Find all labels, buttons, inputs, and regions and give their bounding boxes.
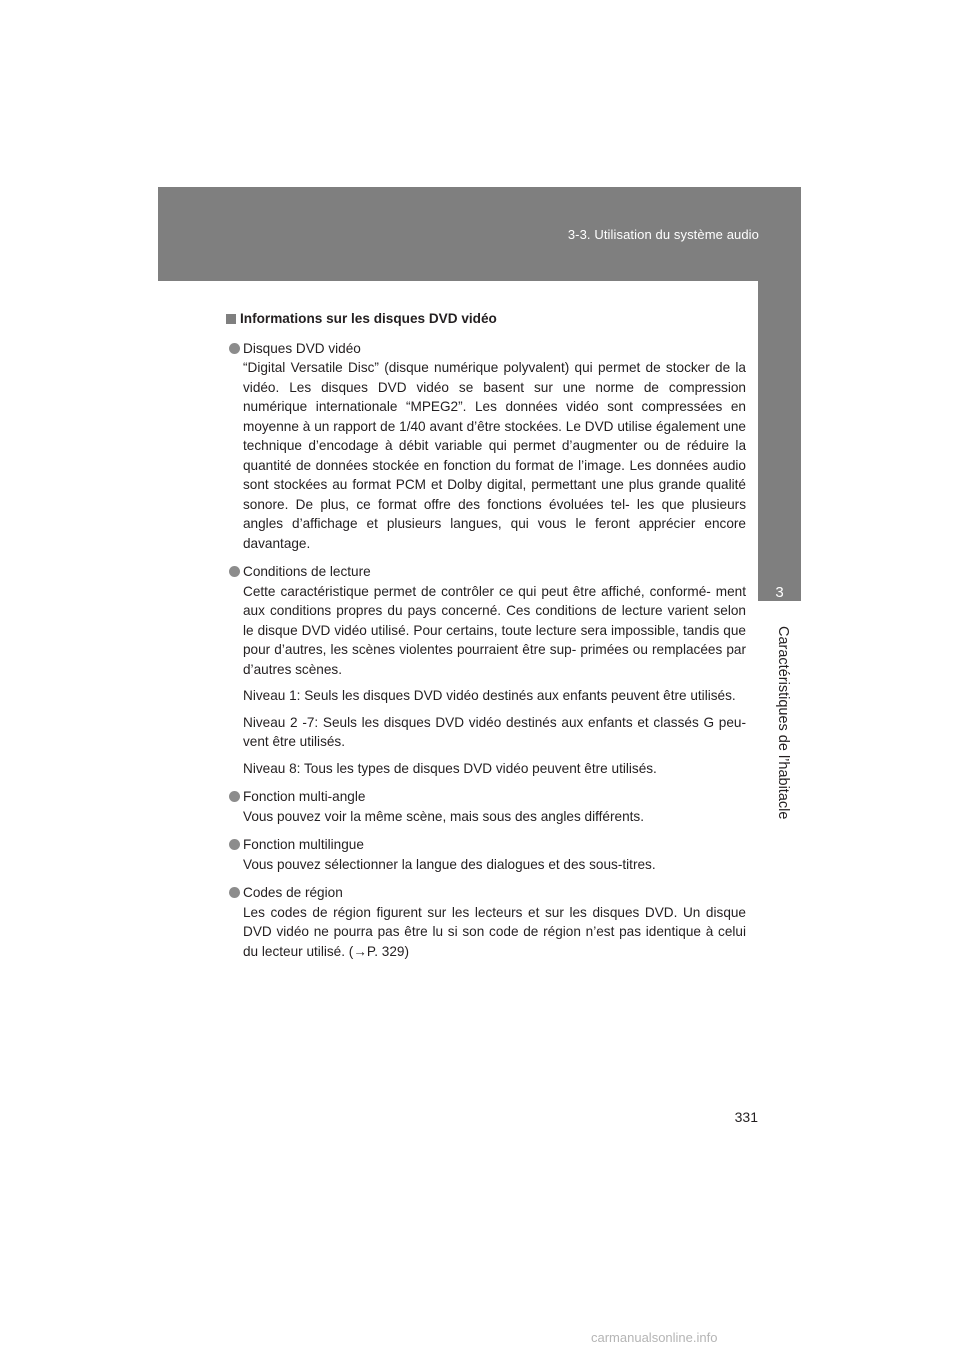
level-1-text: Niveau 1: Seuls les disques DVD vidéo destinés aux enfants peuvent être utilisés.	[243, 688, 736, 703]
item-text: Vous pouvez sélectionner la langue des dialogues et des sous-titres.	[243, 856, 656, 872]
list-item-dvd-video	[226, 339, 746, 554]
chapter-number: 3	[775, 584, 784, 601]
chapter-side-tab	[758, 281, 801, 1358]
item-title: Codes de région	[243, 885, 343, 900]
section-heading	[226, 309, 746, 329]
section-title: 3-3. Utilisation du système audio	[567, 227, 759, 242]
item-text: “Digital Versatile Disc” (disque numérique polyvalent) qui permet de stocker de la vidéo. Les disques DVD vidéo se basent sur une norme de compression numérique internationale “MPEG2”. Les données vidéo sont compressées en moyenne à un rapport de 1/40 avant d’être stockées. Le DVD utilise également une technique d’encodage à débit variable qui permet d’augmenter ou de réduire la quantité de données stockée en fonction du format de l’image. Les données audio sont stockées au format PCM et Dolby digital, permettant une plus grande qualité sonore. De plus, ce format offre des fonctions évoluées tel- les que plusieurs angles d’affichage et plusieurs langues, qui vous le feront apprécier encore davantage.	[243, 360, 746, 551]
chapter-number-box	[758, 281, 801, 601]
list-item-multilingual	[226, 835, 746, 874]
section-heading-text: Informations sur les disques DVD vidéo	[240, 311, 497, 326]
watermark: carmanualsonline.info	[591, 1330, 718, 1345]
item-title: Fonction multi-angle	[243, 789, 366, 804]
item-title: Conditions de lecture	[243, 564, 371, 579]
header-band	[158, 187, 801, 281]
item-title: Fonction multilingue	[243, 837, 364, 852]
item-text: Vous pouvez voir la même scène, mais sous des angles différents.	[243, 808, 644, 824]
list-item-region-codes	[226, 883, 746, 961]
item-text: Cette caractéristique permet de contrôler ce qui peut être affiché, conformé- ment aux conditions propres du pays concerné. Ces conditions de lecture varient selon le disque DVD vidéo utilisé. Pour certains, toute lecture sera impossible, tandis que pour d’autres, les scènes violentes pourraient être sup- primées ou remplacées par d’autres scènes.	[243, 583, 746, 677]
level-8-text: Niveau 8: Tous les types de disques DVD vidéo peuvent être utilisés.	[243, 760, 657, 776]
square-bullet-icon	[226, 314, 236, 324]
circle-bullet-icon	[229, 887, 240, 898]
level-2-7-text: Niveau 2 -7: Seuls les disques DVD vidéo destinés aux enfants et classés G peu- vent être utilisés.	[243, 714, 746, 749]
list-item-playback-conditions	[226, 562, 746, 778]
page-number: 331	[734, 1109, 758, 1125]
circle-bullet-icon	[229, 791, 240, 802]
item-title: Disques DVD vidéo	[243, 340, 361, 356]
chapter-title: Caractéristiques de l’habitacle	[775, 626, 791, 820]
item-text: Les codes de région figurent sur les lecteurs et sur les disques DVD. Un disque DVD vidéo ne pourra pas être lu si son code de région n’est pas identique à celui du lecteur utilisé. (→P. 329)	[243, 904, 746, 959]
circle-bullet-icon	[229, 839, 240, 850]
circle-bullet-icon	[229, 343, 240, 354]
list-item-multi-angle	[226, 787, 746, 826]
circle-bullet-icon	[229, 566, 240, 577]
page-content	[226, 309, 746, 970]
